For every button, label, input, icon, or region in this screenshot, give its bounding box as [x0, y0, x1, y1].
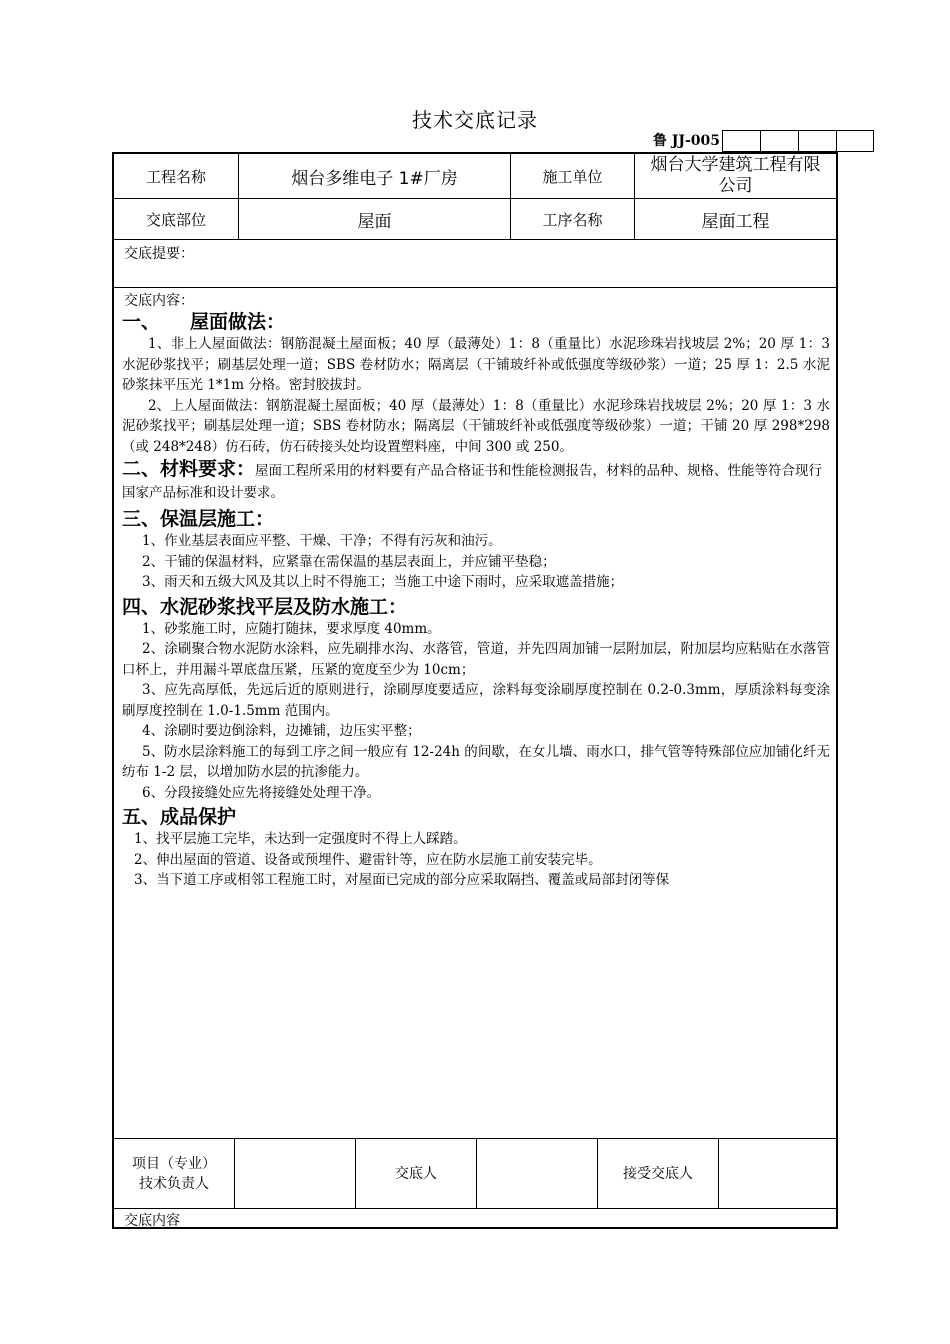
paragraph: 1、非上人屋面做法：钢筋混凝土屋面板；40 厚（最薄处）1：8（重量比）水泥珍珠岩找坡层 2%；20 厚 1：3 水泥砂浆找平；刷基层处理一道；SBS 卷材防水；隔离层（干铺玻纤补或低强度等级砂浆）一道；25 厚 1：2.5 水泥砂浆抹平压光 1*1m 分格。密封胶拔封。	[122, 336, 830, 393]
code-box[interactable]	[722, 130, 760, 152]
list-item: 3、应先高厚低，先远后近的原则进行，涂刷厚度要适应，涂料每变涂刷厚度控制在 0.2-0.3mm，厚质涂料每变涂刷厚度控制在 1.0-1.5mm 范围内。	[122, 682, 830, 719]
list-item: 2、涂刷聚合物水泥防水涂料，应先刷排水沟、水落管，管道，并先四周加铺一层附加层，附加层均应粘贴在水落管口杯上，并用漏斗罩底盘压紧，压紧的宽度至少为 10cm；	[122, 641, 830, 678]
code-box[interactable]	[798, 130, 836, 152]
giver-label: 交底人	[395, 1165, 437, 1182]
paragraph: 2、上人屋面做法：钢筋混凝土屋面板；40 厚（最薄处）1：8（重量比）水泥珍珠岩找坡层 2%；20 厚 1：3 水泥砂浆找平；刷基层处理一道；SBS 卷材防水；隔离层（干铺玻纤补或低强度等级砂浆）一道；干铺 20 厚 298*298（或 248*248）仿石砖，仿石砖接头处均设置塑料座，中间 300 或 250。	[122, 397, 830, 455]
list-item: 2、干铺的保温材料，应紧靠在需保温的基层表面上，并应铺平垫稳；	[142, 553, 556, 570]
list-item: 1、作业基层表面应平整、干燥、干净；不得有污灰和油污。	[142, 533, 502, 549]
section-1-number: 一、	[122, 311, 161, 333]
part-label: 交底部位	[145, 210, 206, 229]
list-item: 5、防水层涂料施工的每到工序之间一般应有 12-24h 的间歇，在女儿墙、雨水口，排气管等特殊部位应加铺化纤无纺布 1-2 层，以增加防水层的抗渗能力。	[122, 743, 830, 780]
part-value[interactable]: 屋面	[357, 211, 392, 232]
receiver-label: 接受交底人	[623, 1165, 693, 1182]
section-heading	[122, 310, 830, 334]
receiver-signature[interactable]	[719, 1139, 836, 1208]
content-body	[122, 310, 830, 891]
content-label: 交底内容：	[124, 293, 194, 309]
list-item: 6、分段接缝处应先将接缝处处理干净。	[142, 784, 381, 801]
tech-leader-signature[interactable]	[235, 1139, 355, 1208]
list-item: 2、伸出屋面的管道、设备或预埋件、避雷针等，应在防水层施工前安装完毕。	[134, 851, 602, 868]
process-label: 工序名称	[542, 210, 603, 229]
list-item: 4、涂刷时要边倒涂料，边摊铺，边压实平整；	[142, 723, 421, 739]
tech-leader-label	[114, 1139, 234, 1208]
section-2-title: 二、材料要求：	[122, 458, 256, 480]
section-heading: 五、成品保护	[122, 806, 237, 828]
section-heading	[122, 459, 830, 503]
section-heading: 四、水泥砂浆找平层及防水施工：	[122, 595, 408, 618]
list-item: 1、砂浆施工时，应随打随抹，要求厚度 40mm。	[142, 620, 441, 637]
document-title: 技术交底记录	[412, 108, 538, 132]
contractor-label: 施工单位	[542, 167, 603, 186]
list-item: 3、当下道工序或相邻工程施工时，对屋面已完成的部分应采取隔挡、覆盖或局部封闭等保	[134, 872, 670, 888]
project-name-label: 工程名称	[145, 167, 206, 186]
contractor-value[interactable]: 烟台大学建筑工程有限公司	[650, 155, 821, 196]
project-name-value[interactable]: 烟台多维电子 1#厂房	[291, 168, 458, 189]
bottom-content-label: 交底内容	[124, 1213, 180, 1229]
tech-leader-label-line1: 项目（专业）	[132, 1155, 216, 1172]
code-box[interactable]	[760, 130, 798, 152]
section-1-title: 屋面做法：	[190, 311, 286, 333]
section-2-body: 屋面工程所采用的材料要有产品合格证书和性能检测报告，材料的品种、规格、性能等符合现行国家产品标准和设计要求。	[122, 463, 823, 501]
form-code-row	[646, 130, 874, 152]
summary-label: 交底提要：	[124, 246, 194, 262]
list-item: 1、找平层施工完毕，未达到一定强度时不得上人踩踏。	[134, 831, 467, 847]
form-code: 鲁 JJ-005	[652, 133, 720, 149]
giver-signature[interactable]	[477, 1139, 597, 1208]
tech-leader-label-line2: 技术负责人	[139, 1175, 209, 1192]
record-table	[112, 152, 838, 1229]
code-box[interactable]	[836, 130, 874, 152]
process-value[interactable]: 屋面工程	[701, 211, 770, 232]
list-item: 3、雨天和五级大风及其以上时不得施工；当施工中途下雨时，应采取遮盖措施；	[142, 574, 624, 590]
section-heading: 三、保温层施工：	[122, 508, 275, 530]
